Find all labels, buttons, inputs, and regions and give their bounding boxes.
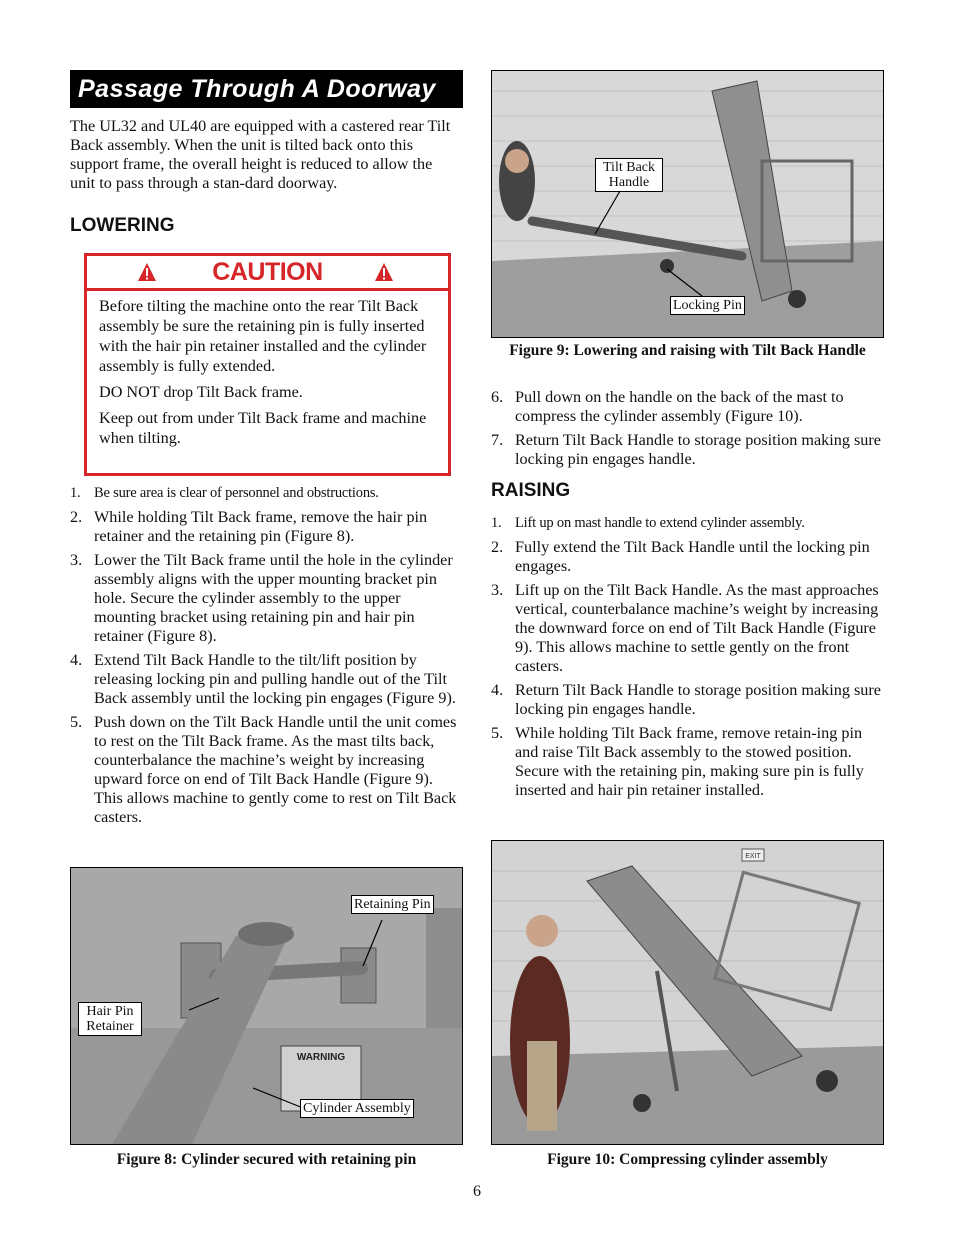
locking-pin-callout: Locking Pin <box>670 296 745 315</box>
list-item: 1. Be sure area is clear of personnel and obstructions. <box>70 485 379 501</box>
list-item: 6. Pull down on the handle on the back of the mast to compress the cylinder assembly (Figure 10). <box>491 388 844 425</box>
list-item: 3. Lower the Tilt Back frame until the hole in the cylinder assembly aligns with the upper mounting bracket pin hole. Secure the cylinder assembly to the upper mounting bracket using retaining pin and hair pin retainer (Figure 8). <box>70 551 453 645</box>
figure-10-caption: Figure 10: Compressing cylinder assembly <box>547 1151 828 1168</box>
tilt-back-handle-callout: Tilt Back Handle <box>595 158 663 192</box>
intro-paragraph: The UL32 and UL40 are equipped with a castered rear Tilt Back assembly. When the unit is tilted back onto this support frame, the overall height is reduced to allow the unit to pass through a stan-dard doorway. <box>70 117 451 192</box>
caution-paragraph: Keep out from under Tilt Back frame and machine when tilting. <box>99 409 427 447</box>
list-item: 5. Push down on the Tilt Back Handle until the unit comes to rest on the Tilt Back frame. As the mast tilts back, counterbalance the machine’s weight by increasing upward force on end of Tilt Back Handle (Figure 9). This allows machine to gently come to rest on Tilt Back casters. <box>70 713 457 826</box>
list-item: 2. While holding Tilt Back frame, remove the hair pin retainer and the retaining pin (Figure 8). <box>70 508 428 545</box>
figure-8-photo <box>70 867 463 1145</box>
page-number: 6 <box>473 1183 481 1200</box>
exit-sign-label: EXIT <box>745 853 761 860</box>
caution-box <box>84 253 451 476</box>
retaining-pin-callout: Retaining Pin <box>351 895 434 914</box>
list-item: 5. While holding Tilt Back frame, remove retain-ing pin and raise Tilt Back assembly to the stowed position. Secure with the retaining pin, making sure pin is fully inserted and hair pin retainer installed. <box>491 724 864 799</box>
caution-label: CAUTION <box>212 258 323 286</box>
caution-paragraph: DO NOT drop Tilt Back frame. <box>99 383 303 401</box>
section-title: Passage Through A Doorway <box>70 70 463 108</box>
raising-heading: RAISING <box>491 480 571 501</box>
list-item: 7. Return Tilt Back Handle to storage position making sure locking pin engages handle. <box>491 431 881 468</box>
list-item: 3. Lift up on the Tilt Back Handle. As the mast approaches vertical, counterbalance machine’s weight by increasing the downward force on end of Tilt Back Handle (Figure 9). This allows machine to settle gently on the front casters. <box>491 581 879 675</box>
warning-triangle-icon <box>374 262 394 282</box>
caution-text <box>99 296 436 454</box>
hair-pin-retainer-callout: Hair Pin Retainer <box>78 1002 142 1036</box>
figure-10-photo <box>491 840 884 1145</box>
lowering-steps-continued <box>491 388 881 474</box>
lowering-heading: LOWERING <box>70 215 175 236</box>
figure-9-photo <box>491 70 884 338</box>
figure-9-caption: Figure 9: Lowering and raising with Tilt Back Handle <box>509 342 866 359</box>
caution-paragraph: Before tilting the machine onto the rear Tilt Back assembly be sure the retaining pin is fully inserted with the hair pin retainer installed and the cylinder assembly is fully extended. <box>99 297 427 375</box>
list-item: 1. Lift up on mast handle to extend cylinder assembly. <box>491 515 805 531</box>
caution-header <box>87 256 448 291</box>
lowering-steps <box>70 484 465 832</box>
list-item: 4. Extend Tilt Back Handle to the tilt/lift position by releasing locking pin and pulling handle out of the Tilt Back assembly until the locking pin engages (Figure 9). <box>70 651 456 707</box>
cylinder-assembly-callout: Cylinder Assembly <box>300 1099 414 1118</box>
list-item: 2. Fully extend the Tilt Back Handle until the locking pin engages. <box>491 538 870 575</box>
warning-decal-label: WARNING <box>296 1052 346 1063</box>
compressing-photo-illustration <box>492 841 884 1145</box>
figure-8-caption: Figure 8: Cylinder secured with retaining pin <box>116 1151 417 1168</box>
raising-steps <box>491 514 883 805</box>
list-item: 4. Return Tilt Back Handle to storage position making sure locking pin engages handle. <box>491 681 881 718</box>
